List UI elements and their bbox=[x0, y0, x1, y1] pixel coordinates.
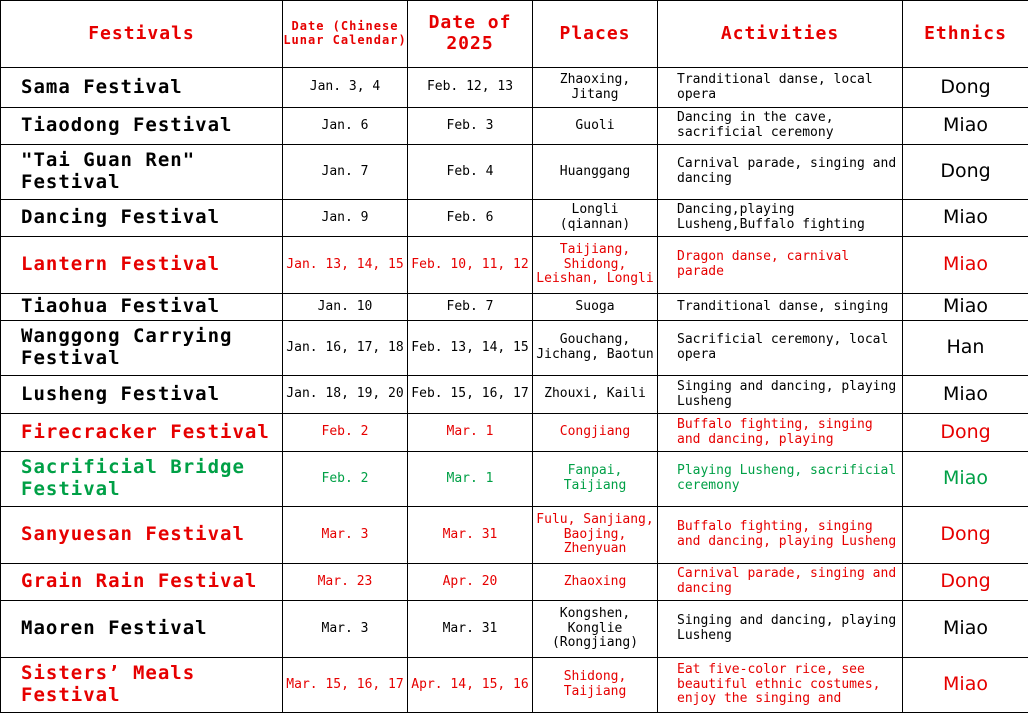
lunar-date: Jan. 10 bbox=[283, 294, 408, 321]
places: Guoli bbox=[533, 108, 658, 145]
festival-name: Sacrificial Bridge Festival bbox=[1, 452, 283, 507]
table-row bbox=[1, 414, 1028, 452]
header-date-2025: Date of 2025 bbox=[408, 1, 533, 68]
date-2025: Mar. 31 bbox=[408, 507, 533, 564]
festival-name: Lantern Festival bbox=[1, 237, 283, 294]
festival-name: Sama Festival bbox=[1, 68, 283, 108]
festival-name: Firecracker Festival bbox=[1, 414, 283, 452]
table-row bbox=[1, 200, 1028, 237]
festival-name: Grain Rain Festival bbox=[1, 564, 283, 601]
table-row bbox=[1, 145, 1028, 200]
table-row bbox=[1, 237, 1028, 294]
table-row bbox=[1, 601, 1028, 658]
activities: Dragon danse, carnival parade bbox=[658, 237, 903, 294]
header-row bbox=[1, 1, 1028, 68]
lunar-date: Jan. 6 bbox=[283, 108, 408, 145]
date-2025: Mar. 31 bbox=[408, 601, 533, 658]
ethnic: Dong bbox=[903, 564, 1028, 601]
activities: Dancing,playing Lusheng,Buffalo fighting bbox=[658, 200, 903, 237]
places: Fanpai, Taijiang bbox=[533, 452, 658, 507]
activities: Singing and dancing, playing Lusheng bbox=[658, 376, 903, 414]
festival-name: "Tai Guan Ren" Festival bbox=[1, 145, 283, 200]
table-row bbox=[1, 294, 1028, 321]
places: Shidong, Taijiang bbox=[533, 658, 658, 713]
date-2025: Mar. 1 bbox=[408, 452, 533, 507]
date-2025: Mar. 1 bbox=[408, 414, 533, 452]
ethnic: Miao bbox=[903, 200, 1028, 237]
festival-name: Wanggong Carrying Festival bbox=[1, 321, 283, 376]
table-row bbox=[1, 68, 1028, 108]
ethnic: Han bbox=[903, 321, 1028, 376]
date-2025: Feb. 13, 14, 15 bbox=[408, 321, 533, 376]
festival-name: Dancing Festival bbox=[1, 200, 283, 237]
date-2025: Feb. 6 bbox=[408, 200, 533, 237]
places: Zhaoxing, Jitang bbox=[533, 68, 658, 108]
places: Gouchang, Jichang, Baotun bbox=[533, 321, 658, 376]
header-ethnics: Ethnics bbox=[903, 1, 1028, 68]
activities: Carnival parade, singing and dancing bbox=[658, 564, 903, 601]
ethnic: Miao bbox=[903, 452, 1028, 507]
festival-name: Maoren Festival bbox=[1, 601, 283, 658]
header-activities: Activities bbox=[658, 1, 903, 68]
places: Zhaoxing bbox=[533, 564, 658, 601]
activities: Singing and dancing, playing Lusheng bbox=[658, 601, 903, 658]
table-row bbox=[1, 108, 1028, 145]
table-row bbox=[1, 321, 1028, 376]
date-2025: Feb. 12, 13 bbox=[408, 68, 533, 108]
places: Fulu, Sanjiang, Baojing, Zhenyuan bbox=[533, 507, 658, 564]
ethnic: Dong bbox=[903, 414, 1028, 452]
activities: Tranditional danse, local opera bbox=[658, 68, 903, 108]
places: Longli (qiannan) bbox=[533, 200, 658, 237]
activities: Tranditional danse, singing bbox=[658, 294, 903, 321]
places: Congjiang bbox=[533, 414, 658, 452]
lunar-date: Jan. 3, 4 bbox=[283, 68, 408, 108]
lunar-date: Mar. 3 bbox=[283, 507, 408, 564]
places: Taijiang, Shidong, Leishan, Longli bbox=[533, 237, 658, 294]
ethnic: Miao bbox=[903, 601, 1028, 658]
ethnic: Dong bbox=[903, 507, 1028, 564]
table-row bbox=[1, 507, 1028, 564]
activities: Playing Lusheng, sacrificial ceremony bbox=[658, 452, 903, 507]
festival-name: Lusheng Festival bbox=[1, 376, 283, 414]
ethnic: Miao bbox=[903, 108, 1028, 145]
activities: Buffalo fighting, singing and dancing, playing bbox=[658, 414, 903, 452]
ethnic: Dong bbox=[903, 68, 1028, 108]
ethnic: Miao bbox=[903, 376, 1028, 414]
header-date-lunar: Date (Chinese Lunar Calendar) bbox=[283, 1, 408, 68]
lunar-date: Mar. 15, 16, 17 bbox=[283, 658, 408, 713]
date-2025: Apr. 14, 15, 16 bbox=[408, 658, 533, 713]
table-row bbox=[1, 452, 1028, 507]
date-2025: Feb. 15, 16, 17 bbox=[408, 376, 533, 414]
festival-name: Sisters’ Meals Festival bbox=[1, 658, 283, 713]
activities: Buffalo fighting, singing and dancing, playing Lusheng bbox=[658, 507, 903, 564]
places: Zhouxi, Kaili bbox=[533, 376, 658, 414]
header-festivals: Festivals bbox=[1, 1, 283, 68]
date-2025: Feb. 3 bbox=[408, 108, 533, 145]
ethnic: Dong bbox=[903, 145, 1028, 200]
lunar-date: Jan. 16, 17, 18 bbox=[283, 321, 408, 376]
lunar-date: Jan. 7 bbox=[283, 145, 408, 200]
lunar-date: Feb. 2 bbox=[283, 452, 408, 507]
ethnic: Miao bbox=[903, 294, 1028, 321]
lunar-date: Jan. 9 bbox=[283, 200, 408, 237]
table-row bbox=[1, 564, 1028, 601]
festival-name: Sanyuesan Festival bbox=[1, 507, 283, 564]
places: Kongshen, Konglie (Rongjiang) bbox=[533, 601, 658, 658]
table-row bbox=[1, 376, 1028, 414]
activities: Eat five-color rice, see beautiful ethnic costumes, enjoy the singing and bbox=[658, 658, 903, 713]
date-2025: Apr. 20 bbox=[408, 564, 533, 601]
places: Huanggang bbox=[533, 145, 658, 200]
lunar-date: Mar. 3 bbox=[283, 601, 408, 658]
festival-name: Tiaohua Festival bbox=[1, 294, 283, 321]
lunar-date: Mar. 23 bbox=[283, 564, 408, 601]
ethnic: Miao bbox=[903, 658, 1028, 713]
ethnic: Miao bbox=[903, 237, 1028, 294]
places: Suoga bbox=[533, 294, 658, 321]
date-2025: Feb. 10, 11, 12 bbox=[408, 237, 533, 294]
activities: Sacrificial ceremony, local opera bbox=[658, 321, 903, 376]
lunar-date: Feb. 2 bbox=[283, 414, 408, 452]
date-2025: Feb. 4 bbox=[408, 145, 533, 200]
activities: Dancing in the cave, sacrificial ceremony bbox=[658, 108, 903, 145]
lunar-date: Jan. 13, 14, 15 bbox=[283, 237, 408, 294]
activities: Carnival parade, singing and dancing bbox=[658, 145, 903, 200]
table-row bbox=[1, 658, 1028, 713]
header-places: Places bbox=[533, 1, 658, 68]
lunar-date: Jan. 18, 19, 20 bbox=[283, 376, 408, 414]
date-2025: Feb. 7 bbox=[408, 294, 533, 321]
festival-name: Tiaodong Festival bbox=[1, 108, 283, 145]
